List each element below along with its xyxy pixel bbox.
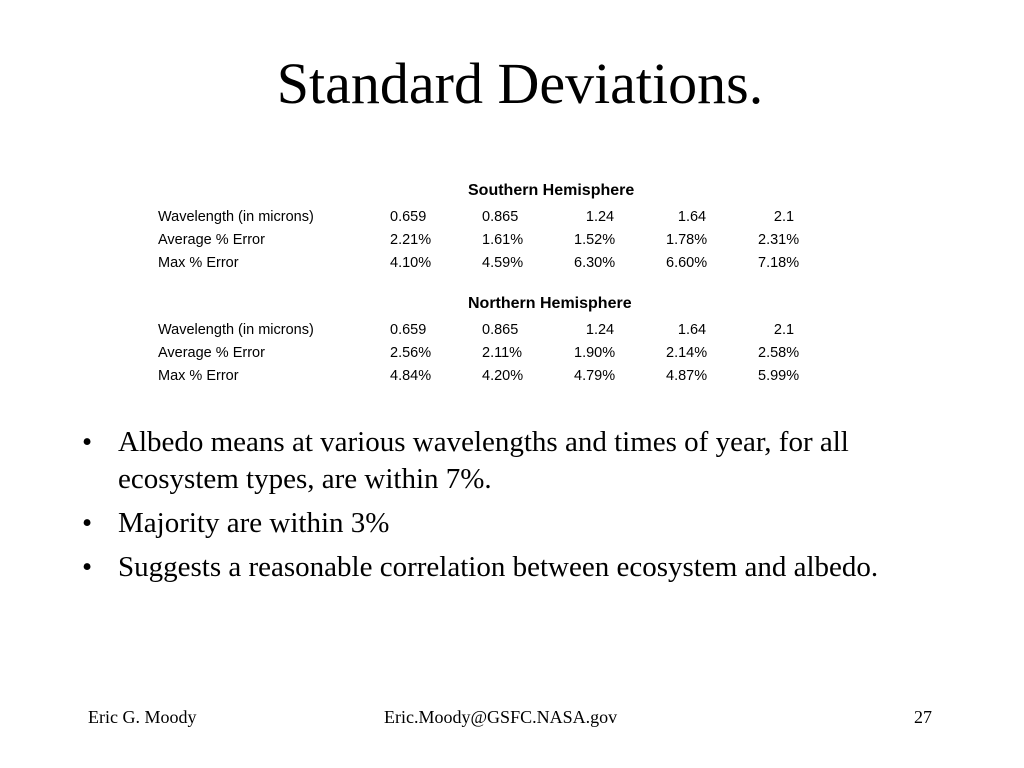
table-cell: 2.14% [666,345,708,361]
bullet-marker: • [82,551,93,583]
table-cell: 0.865 [482,209,519,225]
row-label: Average % Error [158,232,265,248]
bullet-marker: • [82,507,93,539]
table-cell: 1.61% [482,232,524,248]
table-row [0,320,1024,340]
table-row [0,253,1024,273]
table-cell: 4.84% [390,368,432,384]
table-cell: 4.87% [666,368,708,384]
table-cell: 2.58% [758,345,800,361]
table-cell: 2.31% [758,232,800,248]
table-cell: 1.64 [677,322,707,338]
table-row [0,230,1024,250]
table-cell: 1.24 [585,322,615,338]
table-cell: 0.659 [390,322,427,338]
footer-email: Eric.Moody@GSFC.NASA.gov [384,707,618,727]
bullet-item [80,424,930,498]
table-cell: 1.78% [666,232,708,248]
table-cell: 1.64 [677,209,707,225]
table-cell: 4.79% [574,368,616,384]
table-cell: 2.21% [390,232,432,248]
table-row [0,343,1024,363]
table-cell: 4.59% [482,255,524,271]
northern-hemisphere-title: Northern Hemisphere [468,295,632,312]
bullet-item [80,505,930,542]
table-cell: 1.24 [585,209,615,225]
table-cell: 4.20% [482,368,524,384]
table-row [0,366,1024,386]
table-cell: 5.99% [758,368,800,384]
table-cell: 6.30% [574,255,616,271]
table-cell: 2.11% [482,345,523,361]
page-number: 27 [914,707,932,727]
slide-title: Standard Deviations. [276,51,764,116]
table-cell: 7.18% [758,255,800,271]
southern-hemisphere-title: Southern Hemisphere [468,182,635,199]
table-cell: 0.865 [482,322,519,338]
table-row [0,207,1024,227]
bullet-marker: • [82,426,93,458]
table-cell: 1.90% [574,345,616,361]
table-cell: 2.1 [773,209,795,225]
bullet-text: Albedo means at various wavelengths and times of year, for all ecosystem types, are within 7%. [118,426,849,495]
table-cell: 6.60% [666,255,708,271]
bullet-item [80,549,930,586]
bullet-text: Suggests a reasonable correlation between ecosystem and albedo. [118,551,879,583]
footer-author: Eric G. Moody [88,707,197,727]
row-label: Wavelength (in microns) [158,322,314,338]
table-cell: 1.52% [574,232,616,248]
table-cell: 0.659 [390,209,427,225]
table-cell: 2.1 [773,322,795,338]
row-label: Max % Error [158,368,239,384]
table-cell: 2.56% [390,345,432,361]
bullet-list [80,424,930,593]
row-label: Average % Error [158,345,265,361]
bullet-text: Majority are within 3% [118,507,390,539]
row-label: Wavelength (in microns) [158,209,314,225]
row-label: Max % Error [158,255,239,271]
table-cell: 4.10% [390,255,432,271]
